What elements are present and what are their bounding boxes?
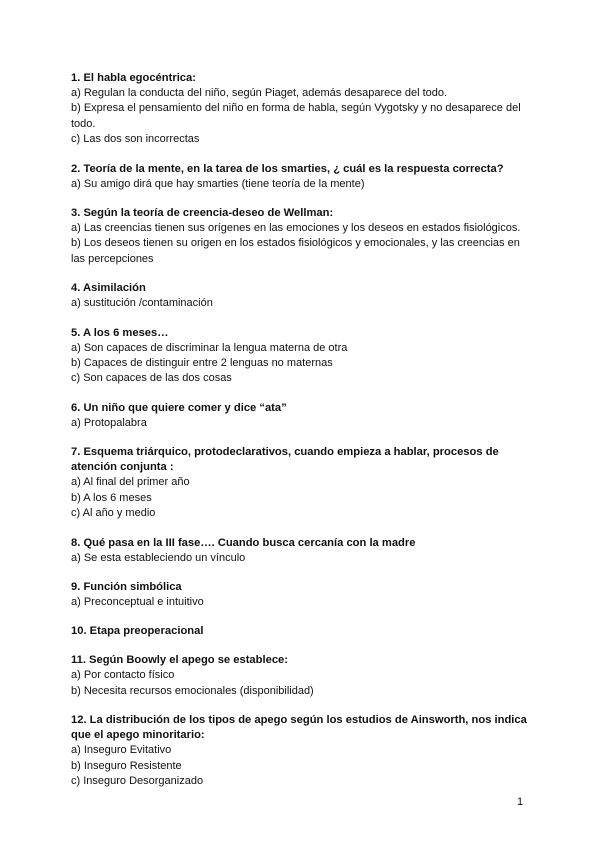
question-title: 4. Asimilación (71, 282, 146, 295)
answer-option: c) Inseguro Desorganizado (71, 774, 204, 787)
answer-option: b) Necesita recursos emocionales (disponibilidad) (71, 684, 314, 697)
question-block (71, 653, 531, 699)
question-block (71, 326, 531, 387)
answer-option: b) Capaces de distinguir entre 2 lenguas no maternas (71, 357, 333, 370)
question-block (71, 536, 531, 566)
question-title: 2. Teoría de la mente, en la tarea de los smarties, ¿ cuál es la respuesta correcta? (71, 162, 504, 175)
question-title: 12. La distribución de los tipos de apego según los estudios de Ainsworth, nos indica que el apego minoritario: (71, 714, 527, 742)
question-block (71, 624, 531, 639)
answer-option: c) Las dos son incorrectas (71, 133, 200, 146)
answer-option: b) Expresa el pensamiento del niño en forma de habla, según Vygotsky y no desaparece del todo. (71, 102, 521, 130)
question-title: 5. A los 6 meses… (71, 326, 169, 339)
question-title: 1. El habla egocéntrica: (71, 72, 196, 84)
page-number: 1 (517, 796, 524, 808)
answer-option: a) Inseguro Evitativo (71, 744, 172, 757)
answer-option: c) Son capaces de las dos cosas (71, 372, 232, 385)
answer-option: a) Por contacto físico (71, 669, 175, 682)
question-title: 7. Esquema triárquico, protodeclarativos, cuando empieza a hablar, procesos de atención conjunta : (71, 446, 499, 474)
answer-option: a) Son capaces de discriminar la lengua materna de otra (71, 341, 348, 354)
question-title: 8. Qué pasa en la III fase…. Cuando busca cercanía con la madre (71, 536, 416, 549)
question-block (71, 162, 531, 192)
answer-option: a) Las creencias tienen sus orígenes en las emociones y los deseos en estados fisiológicos. (71, 222, 521, 235)
question-block (71, 206, 531, 267)
question-list (71, 71, 531, 803)
answer-option: a) Se esta estableciendo un vínculo (71, 551, 246, 564)
question-block (71, 580, 531, 610)
question-block (71, 713, 531, 789)
answer-option: b) Los deseos tienen su origen en los estados fisiológicos y emocionales, y las creencias en las percepciones (71, 237, 520, 265)
answer-option: b) Inseguro Resistente (71, 759, 182, 772)
answer-option: a) Preconceptual e intuitivo (71, 595, 204, 608)
question-block (71, 401, 531, 431)
question-block (71, 445, 531, 521)
answer-option: a) Al final del primer año (71, 476, 190, 489)
question-title: 10. Etapa preoperacional (71, 625, 204, 638)
answer-option: a) Regulan la conducta del niño, según Piaget, además desaparece del todo. (71, 87, 448, 99)
answer-option: b) A los 6 meses (71, 491, 152, 504)
answer-option: a) Su amigo dirá que hay smarties (tiene teoría de la mente) (71, 177, 365, 190)
question-title: 9. Función simbólica (71, 580, 182, 593)
question-title: 6. Un niño que quiere comer y dice “ata” (71, 401, 287, 414)
question-block (71, 71, 531, 148)
answer-option: c) Al año y medio (71, 507, 156, 520)
answer-option: a) sustitución /contaminación (71, 297, 213, 310)
answer-option: a) Protopalabra (71, 416, 147, 429)
question-title: 3. Según la teoría de creencia-deseo de Wellman: (71, 207, 334, 220)
question-title: 11. Según Boowly el apego se establece: (71, 654, 288, 667)
question-block (71, 281, 531, 311)
